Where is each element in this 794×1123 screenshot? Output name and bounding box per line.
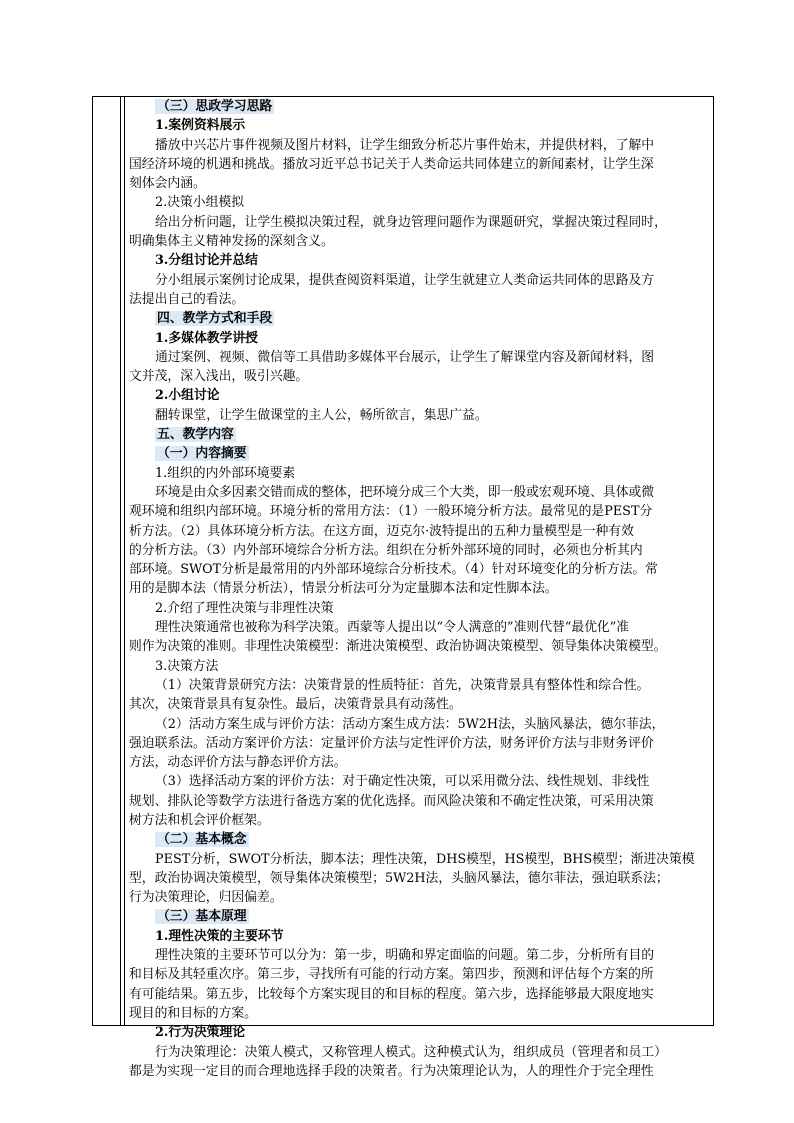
paragraph-text: PEST分析，SWOT分析法，脚本法；理性决策，DHS模型，HS模型，BHS模型；渐进决策模: [155, 851, 695, 867]
paragraph-text: （2）活动方案生成与评价方法：活动方案生成方法：5W2H法，头脑风暴法，德尔菲法，: [155, 716, 665, 732]
text-line: [129, 927, 711, 946]
text-line: [129, 695, 711, 714]
paragraph-text: （1）决策背景研究方法：决策背景的性质特征：首先，决策背景具有整体性和综合性。: [155, 677, 650, 693]
section-heading: （一）内容摘要: [157, 446, 247, 462]
paragraph-text: 型，政治协调决策模型，领导集体决策模型；5W2H法，头脑风暴法，德尔菲法，强迫联系法；: [129, 870, 669, 886]
text-line: [129, 1043, 711, 1062]
text-line: [129, 271, 711, 290]
text-line: [129, 464, 711, 483]
paragraph-text: 析方法。（2）具体环境分析方法。在这方面，迈克尔·波特提出的五种力量模型是一种有效: [129, 523, 634, 539]
section-heading: （二）基本概念: [157, 832, 247, 848]
text-line: [129, 213, 711, 232]
text-line: [129, 676, 711, 695]
paragraph-text: 行为决策理论，归因偏差。: [129, 890, 283, 906]
paragraph-text: 用的是脚本法（情景分析法），情景分析法可分为定量脚本法和定性脚本法。: [129, 581, 558, 597]
text-line: [129, 792, 711, 811]
text-line: [129, 888, 711, 907]
text-line: [129, 193, 711, 212]
paragraph-text: 法提出自己的看法。: [129, 291, 245, 307]
text-line: [129, 444, 711, 463]
paragraph-text: 其次，决策背景具有复杂性。最后，决策背景具有动荡性。: [129, 697, 462, 713]
subheading: 2.行为决策理论: [155, 1025, 246, 1041]
text-line: [129, 116, 711, 135]
subheading: 2.小组讨论: [155, 388, 220, 404]
text-line: [129, 907, 711, 926]
paragraph-text: （3）选择活动方案的评价方法：对于确定性决策，可以采用微分法、线性规划、非线性: [155, 774, 650, 790]
paragraph-text: 行为决策理论：决策人模式，又称管理人模式。这种模式认为，组织成员（管理者和员工）: [155, 1044, 667, 1060]
text-line: [129, 869, 711, 888]
content-cell: [129, 97, 711, 1081]
paragraph-text: 观环境和组织内部环境。环境分析的常用方法：（1）一般环境分析方法。最常见的是PEST分: [129, 504, 653, 520]
subheading: 1.多媒体教学讲授: [155, 330, 258, 346]
paragraph-text: 刻体会内涵。: [129, 176, 206, 192]
paragraph-text: 都是为实现一定目的而合理地选择手段的决策者。行为决策理论认为，人的理性介于完全理性: [129, 1063, 654, 1079]
paragraph-text: 有可能结果。第五步，比较每个方案实现目的和目标的程度。第六步，选择能够最大限度地实: [129, 986, 654, 1002]
paragraph-text: 给出分析问题，让学生模拟决策过程，就身边管理问题作为课题研究，掌握决策过程同时，: [155, 214, 667, 230]
paragraph-text: 规划、排队论等数学方法进行备选方案的优化选择。而风险决策和不确定性决策，可采用决策: [129, 793, 654, 809]
text-line: [129, 329, 711, 348]
paragraph-text: 2.介绍了理性决策与非理性决策: [155, 600, 334, 616]
text-line: [129, 155, 711, 174]
text-line: [129, 425, 711, 444]
text-line: [129, 618, 711, 637]
left-blank-column: [93, 97, 121, 1025]
text-line: [129, 541, 711, 560]
text-line: [129, 174, 711, 193]
paragraph-text: 环境是由众多因素交错而成的整体，把环境分成三个大类，即一般或宏观环境、具体或微: [155, 484, 655, 500]
text-line: [129, 522, 711, 541]
section-heading: （三）基本原理: [157, 909, 247, 925]
section-heading: 四、教学方式和手段: [157, 311, 273, 327]
paragraph-text: 文并茂，深入浅出，吸引兴趣。: [129, 369, 309, 385]
section-heading: （三）思政学习思路: [157, 99, 273, 114]
narrow-blank-column: [121, 97, 125, 1025]
text-line: [129, 136, 711, 155]
subheading: 1.案例资料展示: [155, 118, 246, 134]
text-line: [129, 965, 711, 984]
text-line: [129, 386, 711, 405]
text-line: [129, 811, 711, 830]
paragraph-text: 则作为决策的准则。非理性决策模型：渐进决策模型、政治协调决策模型、领导集体决策模型。: [129, 639, 667, 655]
text-line: [129, 1023, 711, 1042]
text-line: [129, 1004, 711, 1023]
text-line: [129, 560, 711, 579]
paragraph-text: 翻转课堂，让学生做课堂的主人公，畅所欲言，集思广益。: [155, 407, 488, 423]
paragraph-text: 和目标及其轻重次序。第三步，寻找所有可能的行动方案。第四步，预测和评估每个方案的所: [129, 967, 654, 983]
paragraph-text: 3.决策方法: [155, 658, 219, 674]
subheading: 1.理性决策的主要环节: [155, 928, 284, 944]
text-line: [129, 232, 711, 251]
paragraph-text: 1.组织的内外部环境要素: [155, 465, 296, 481]
text-line: [129, 734, 711, 753]
text-line: [129, 97, 711, 116]
paragraph-text: 明确集体主义精神发扬的深刻含义。: [129, 234, 334, 250]
text-line: [129, 637, 711, 656]
text-line: [129, 830, 711, 849]
paragraph-text: 强迫联系法。活动方案评价方法：定量评价方法与定性评价方法，财务评价方法与非财务评价: [129, 735, 654, 751]
paragraph-text: 国经济环境的机遇和挑战。播放习近平总书记关于人类命运共同体建立的新闻素材，让学生深: [129, 156, 654, 172]
text-line: [129, 715, 711, 734]
text-line: [129, 406, 711, 425]
text-line: [129, 502, 711, 521]
text-line: [129, 579, 711, 598]
text-line: [129, 1062, 711, 1081]
paragraph-text: 树方法和机会评价框架。: [129, 812, 270, 828]
text-line: [129, 772, 711, 791]
paragraph-text: 2.决策小组模拟: [155, 195, 244, 211]
text-line: [129, 251, 711, 270]
section-heading: 五、教学内容: [157, 427, 234, 443]
paragraph-text: 播放中兴芯片事件视频及图片材料，让学生细致分析芯片事件始末，并提供材料，了解中: [155, 137, 655, 153]
paragraph-text: 分小组展示案例讨论成果，提供查阅资料渠道，让学生就建立人类命运共同体的思路及方: [155, 272, 655, 288]
paragraph-text: 方法，动态评价方法与静态评价方法。: [129, 755, 347, 771]
table-frame: [92, 96, 714, 1079]
paragraph-text: 部环境。SWOT分析是最常用的内外部环境综合分析技术。（4）针对环境变化的分析方法。常: [129, 562, 658, 578]
text-line: [129, 348, 711, 367]
paragraph-text: 理性决策通常也被称为科学决策。西蒙等人提出以“令人满意的”准则代替“最优化”准: [155, 620, 630, 636]
paragraph-text: 现目的和目标的方案。: [129, 1005, 257, 1021]
text-line: [129, 946, 711, 965]
paragraph-text: 理性决策的主要环节可以分为：第一步，明确和界定面临的问题。第二步，分析所有目的: [155, 948, 655, 964]
text-line: [129, 367, 711, 386]
subheading: 3.分组讨论并总结: [155, 253, 258, 269]
paragraph-text: 的分析方法。（3）内外部环境综合分析方法。组织在分析外部环境的同时，必须也分析其内: [129, 542, 643, 558]
text-line: [129, 753, 711, 772]
text-line: [129, 657, 711, 676]
text-line: [129, 309, 711, 328]
text-line: [129, 985, 711, 1004]
text-line: [129, 850, 711, 869]
text-line: [129, 599, 711, 618]
text-line: [129, 290, 711, 309]
text-line: [129, 483, 711, 502]
paragraph-text: 通过案例、视频、微信等工具借助多媒体平台展示，让学生了解课堂内容及新闻材料，图: [155, 349, 655, 365]
